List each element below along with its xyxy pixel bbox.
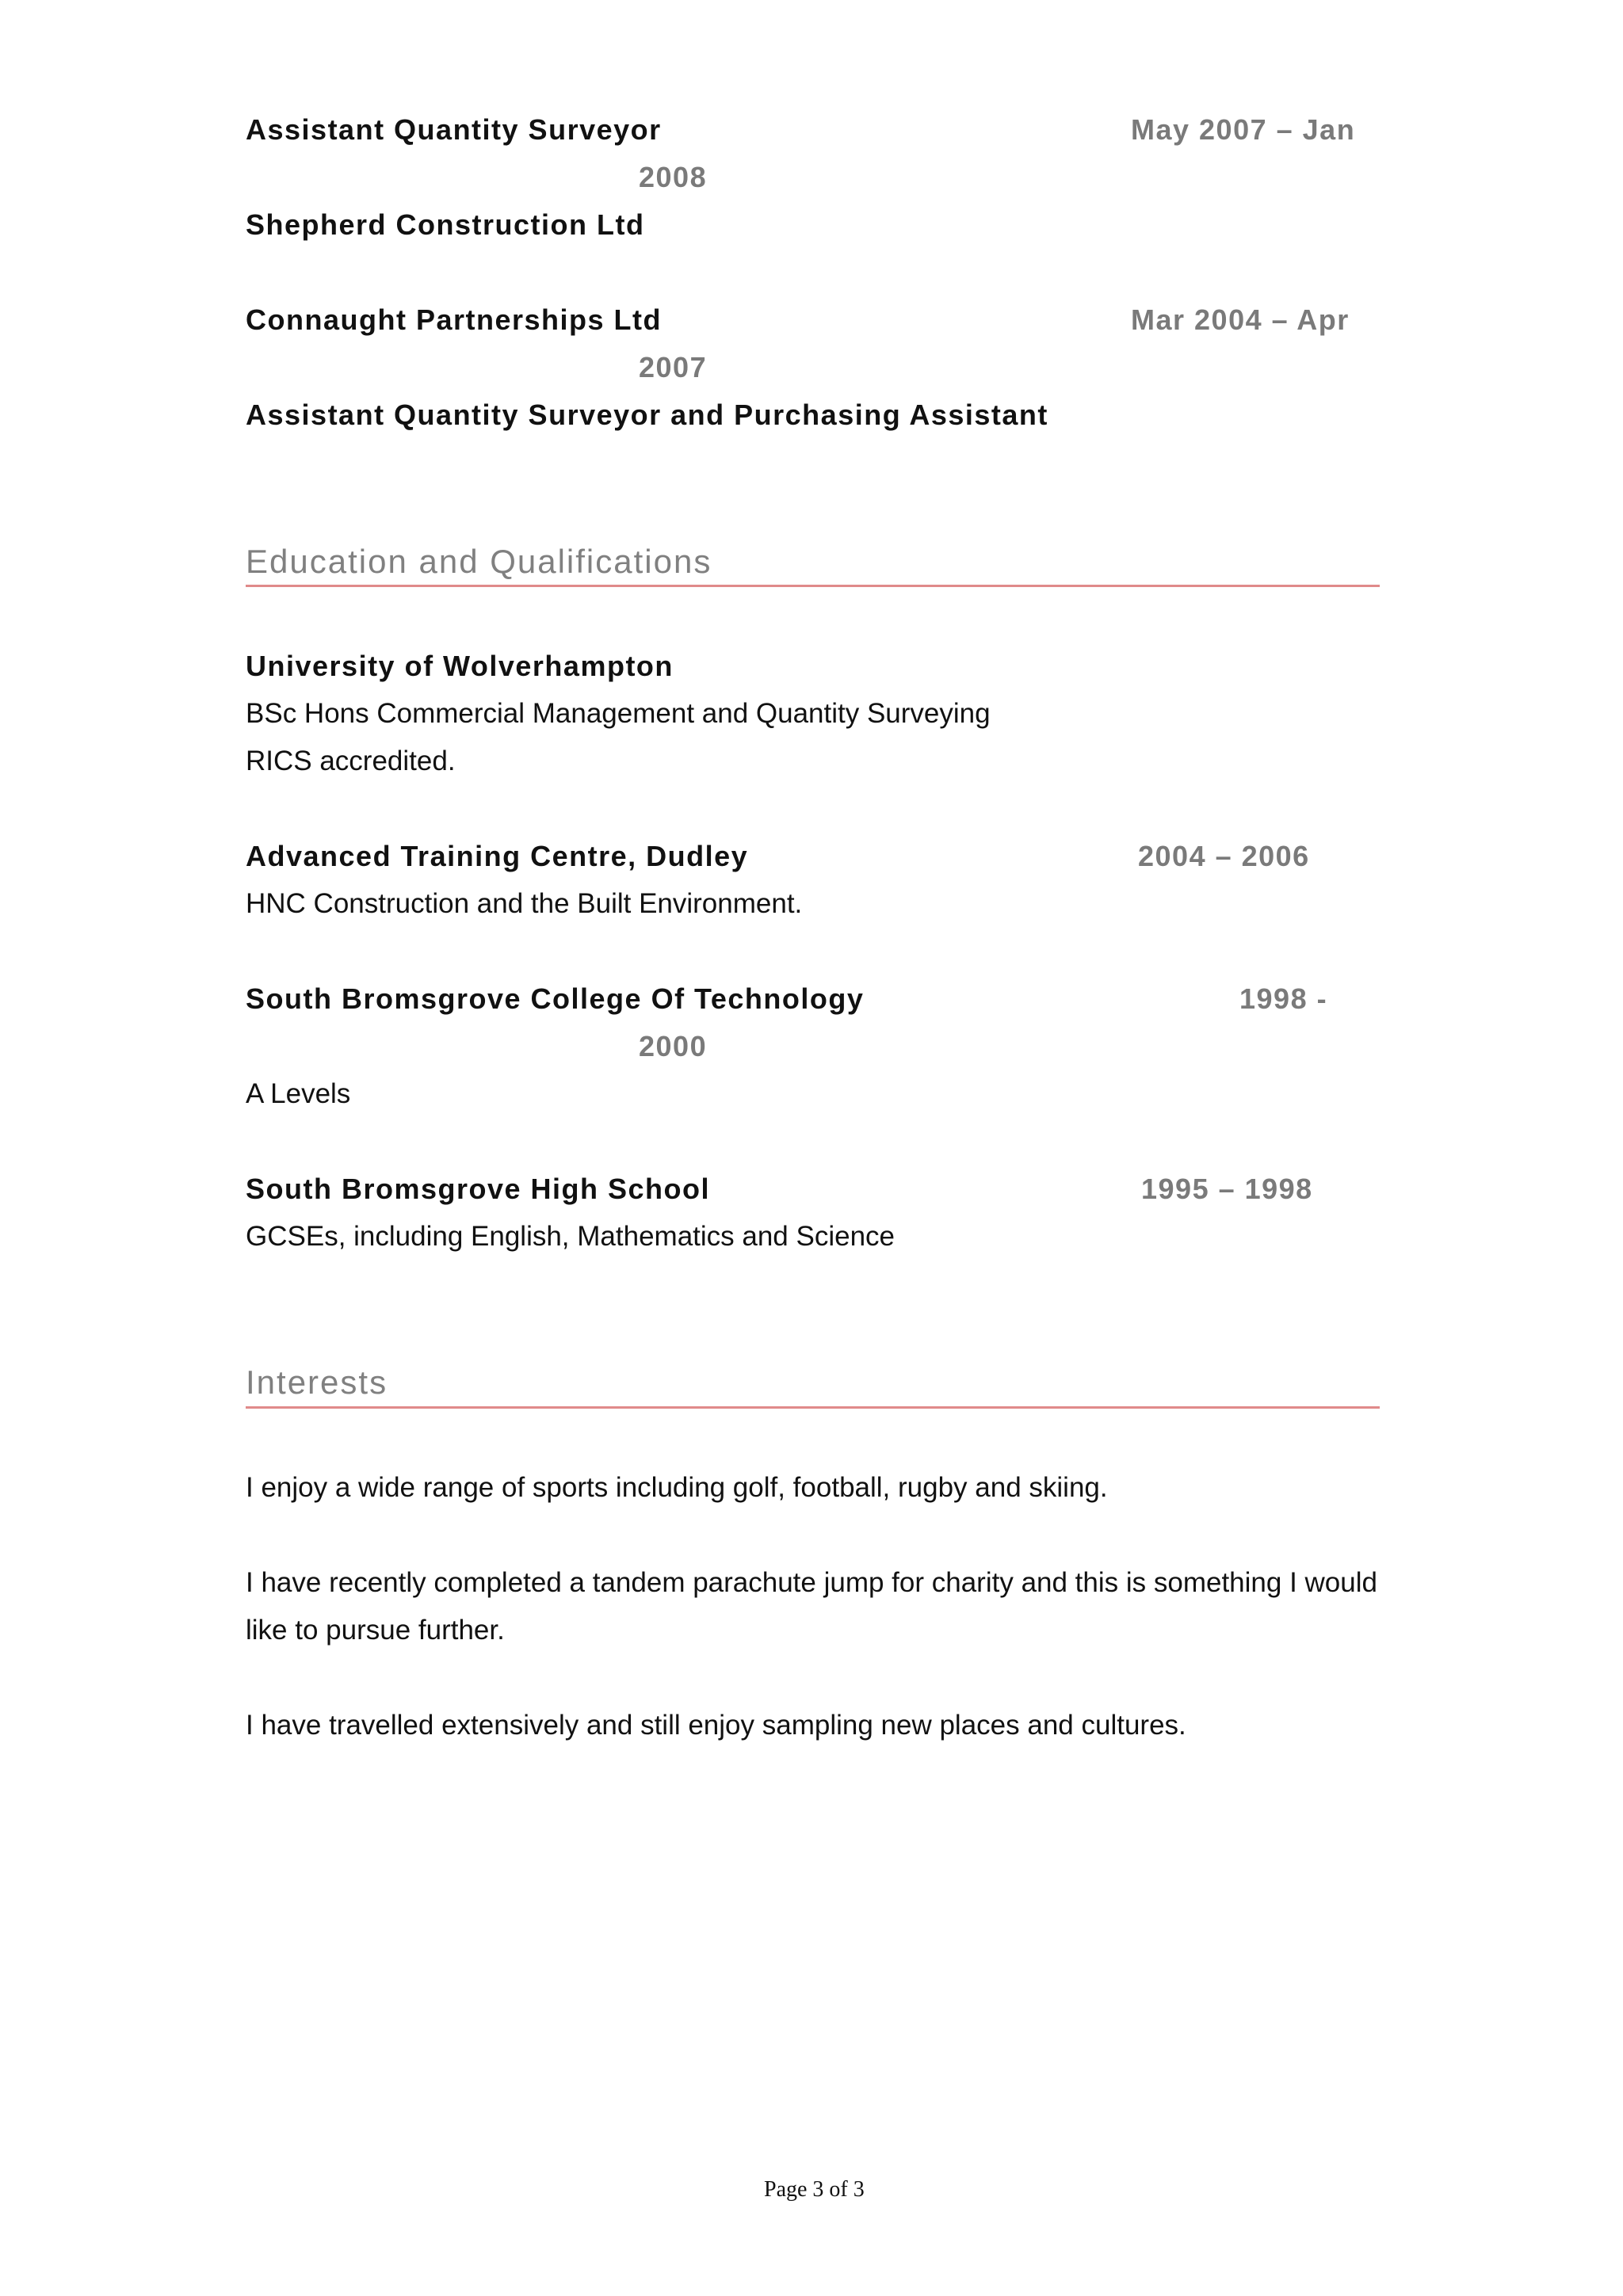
- education-date: 2004 – 2006: [1138, 840, 1310, 872]
- education-date-end: 2000: [639, 1030, 708, 1062]
- company-name: Shepherd Construction Ltd: [246, 208, 645, 241]
- education-date-start: 1998 -: [1239, 982, 1328, 1015]
- institution-name: South Bromsgrove College Of Technology: [246, 982, 865, 1015]
- qualification-detail: HNC Construction and the Built Environment.: [246, 888, 803, 919]
- section-heading-education: Education and Qualifications: [246, 543, 712, 580]
- interest-paragraph-continued: like to pursue further.: [246, 1615, 505, 1646]
- job-title: Assistant Quantity Surveyor: [246, 113, 662, 146]
- qualification-detail: GCSEs, including English, Mathematics and Science: [246, 1221, 896, 1252]
- company-name: Connaught Partnerships Ltd: [246, 303, 662, 336]
- institution-name: South Bromsgrove High School: [246, 1173, 711, 1205]
- section-divider: [246, 585, 1380, 587]
- job-title: Assistant Quantity Surveyor and Purchasing Assistant: [246, 399, 1048, 431]
- page-number: Page 3 of 3: [764, 2177, 865, 2202]
- job-date-start: Mar 2004 – Apr: [1131, 303, 1350, 336]
- qualification-detail: BSc Hons Commercial Management and Quantity Surveying: [246, 698, 991, 729]
- job-date-end: 2007: [639, 351, 708, 383]
- education-date: 1995 – 1998: [1141, 1173, 1313, 1205]
- job-date-end: 2008: [639, 161, 708, 193]
- interest-paragraph: I have travelled extensively and still enjoy sampling new places and cultures.: [246, 1710, 1186, 1741]
- interest-paragraph: I have recently completed a tandem parachute jump for charity and this is something I would: [246, 1567, 1377, 1598]
- qualification-detail: A Levels: [246, 1078, 351, 1109]
- institution-name: Advanced Training Centre, Dudley: [246, 840, 749, 872]
- section-divider: [246, 1406, 1380, 1409]
- section-heading-interests: Interests: [246, 1363, 388, 1401]
- institution-name: University of Wolverhampton: [246, 650, 674, 682]
- job-date-start: May 2007 – Jan: [1131, 113, 1356, 146]
- interest-paragraph: I enjoy a wide range of sports including golf, football, rugby and skiing.: [246, 1472, 1108, 1503]
- qualification-detail: RICS accredited.: [246, 746, 456, 776]
